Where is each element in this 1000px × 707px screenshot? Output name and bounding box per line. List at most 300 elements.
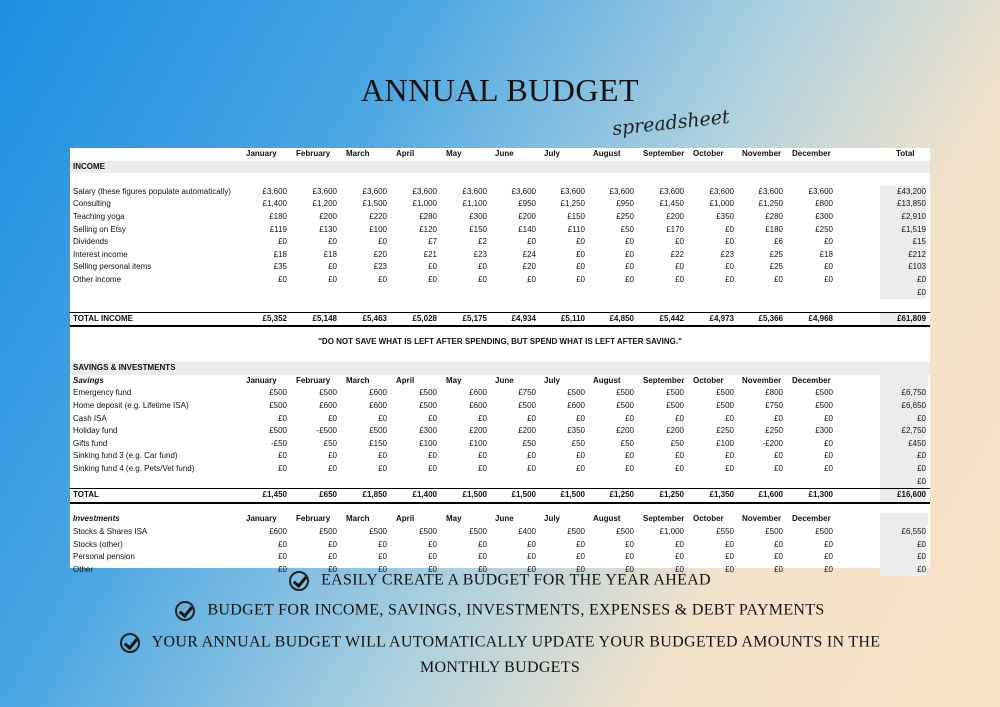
cell-value: £650 [319,490,337,500]
spacer-row [70,299,930,312]
table-row [70,274,930,287]
spacer-row [70,324,930,337]
cell-value: £950 [616,199,634,209]
spacer-row [70,173,930,186]
cell-value: £1,500 [560,490,585,500]
cell-value: £0 [478,552,487,562]
row-total: £212 [880,249,926,262]
section-heading: INCOME [73,161,105,171]
cell-value: £180 [765,224,783,234]
month-header: September [643,375,685,385]
cell-value: £0 [774,275,783,284]
month-header: February [296,149,331,158]
cell-value: £1,600 [758,490,783,500]
month-header: August [593,514,621,524]
row-total: £1,519 [880,224,926,237]
cell-value: £0 [824,464,833,473]
cell-value: £1,450 [262,490,287,500]
cell-value: £0 [675,262,684,272]
table-row [70,551,930,564]
cell-value: £0 [478,275,487,284]
cell-value: £200 [666,212,684,221]
cell-value: £5,175 [462,313,487,323]
budget-spreadsheet [70,148,930,574]
row-total: £0 [880,413,926,426]
cell-value: £0 [527,275,536,284]
cell-value: £150 [369,438,387,448]
row-total: £0 [880,287,926,300]
cell-value: £0 [576,413,585,423]
cell-value: £0 [378,464,387,473]
cell-value: £500 [419,388,437,398]
cell-value: £600 [469,401,487,410]
row-total: £6,550 [880,526,926,539]
cell-value: £600 [567,401,585,410]
quote-text: "DO NOT SAVE WHAT IS LEFT AFTER SPENDING, BUT SPEND WHAT IS LEFT AFTER SAVING." [318,337,682,346]
cell-value: £0 [378,539,387,549]
spacer-row [70,350,930,363]
cell-value: £3,600 [609,186,634,196]
cell-value: £0 [428,552,437,562]
cell-value: £600 [469,388,487,398]
cell-value: £1,000 [709,199,734,209]
row-label: Personal pension [73,552,135,562]
row-total: £103 [880,261,926,274]
cell-value: £200 [518,212,536,221]
cell-value [589,476,634,489]
feature-text: MONTHLY BUDGETS [419,659,581,676]
row-label: Sinking fund 4 (e.g. Pets/Vet fund) [73,464,195,473]
cell-value: £0 [478,464,487,473]
cell-value: £500 [815,527,833,536]
cell-value: £0 [278,237,287,247]
cell-value: £35 [273,262,287,272]
cell-value: £0 [725,552,734,562]
month-header: October [693,375,724,385]
month-header: February [296,375,331,385]
cell-value: £0 [278,451,287,461]
cell-value: £1,000 [412,199,437,209]
cell-value: £500 [616,401,634,410]
cell-value: £0 [725,275,734,284]
cell-value: £0 [576,552,585,562]
cell-value: £500 [419,401,437,410]
cell-value: £0 [328,237,337,247]
cell-value: £3,600 [312,186,337,196]
row-label: Gifts fund [73,438,108,448]
cell-value: £0 [428,539,437,549]
cell-value [589,287,634,300]
cell-value: £0 [328,564,337,574]
cell-value: £0 [675,539,684,549]
feature-item [0,601,1000,621]
cell-value [738,476,783,489]
cell-value: £100 [419,438,437,448]
row-total: £0 [880,539,926,552]
cell-value: £0 [478,539,487,549]
cell-value: £0 [824,275,833,284]
month-header: December [792,514,831,524]
cell-value: £0 [378,275,387,284]
cell-value [788,287,833,300]
cell-value: £1,100 [462,199,487,209]
month-header: March [346,149,370,158]
cell-value: £500 [567,388,585,398]
cell-value: £0 [774,413,783,423]
cell-value: £600 [369,401,387,410]
row-label: Home deposit (e.g. Lifetime ISA) [73,401,189,410]
month-header: April [396,514,415,524]
cell-value: £0 [824,413,833,423]
cell-value: £280 [765,212,783,221]
cell-value: £21 [423,249,437,259]
cell-value: £0 [625,275,634,284]
cell-value: £1,000 [659,527,684,536]
row-label: Sinking fund 3 (e.g. Car fund) [73,451,178,461]
cell-value: £0 [576,237,585,247]
cell-value: £110 [567,224,585,234]
row-label: Emergency fund [73,388,132,398]
cell-value: £300 [815,426,833,436]
month-header: February [296,514,331,524]
cell-value: £50 [620,438,634,448]
cell-value: £5,110 [560,313,585,323]
cell-value: £2 [478,237,487,247]
cell-value: £18 [323,249,337,259]
month-header-row [70,375,930,388]
cell-value: £0 [774,464,783,473]
cell-value: £23 [720,249,734,259]
cell-value: £0 [478,564,487,574]
cell-value: £25 [769,249,783,259]
row-total: £43,200 [880,186,926,199]
cell-value: £3,600 [262,186,287,196]
month-header: October [693,149,724,158]
cell-value: £0 [675,451,684,461]
month-header: July [544,375,561,385]
cell-value: £1,350 [709,490,734,500]
row-label: Other income [73,275,122,284]
cell-value: £0 [328,552,337,562]
cell-value: £0 [278,275,287,284]
cell-value: £950 [518,199,536,209]
table-row [70,539,930,552]
cell-value: £50 [670,438,684,448]
month-header: March [346,514,370,524]
spacer-row [70,501,930,514]
cell-value: £500 [616,527,634,536]
cell-value: £250 [765,426,783,436]
cell-value: £0 [478,262,487,272]
cell-value: £0 [675,413,684,423]
cell-value: £0 [428,464,437,473]
feature-item [0,633,1000,653]
row-total: £2,910 [880,211,926,224]
table-row [70,211,930,224]
cell-value: £4,973 [709,313,734,323]
cell-value [342,287,387,300]
cell-value: £1,400 [412,490,437,500]
cell-value: £23 [473,249,487,259]
table-row [70,249,930,262]
cell-value: £5,366 [758,313,783,323]
cell-value: £0 [625,564,634,574]
cell-value [242,287,287,300]
section-subheading: Savings [73,375,104,385]
cell-value: £0 [725,413,734,423]
cell-value: £300 [469,212,487,221]
cell-value: £350 [716,212,734,221]
cell-value: £0 [378,413,387,423]
cell-value: £500 [815,388,833,398]
cell-value: £0 [278,464,287,473]
row-total: £6,750 [880,387,926,400]
row-label: Salary (these figures populate automatically) [73,186,231,196]
cell-value: £750 [765,401,783,410]
month-header: June [495,149,514,158]
row-label: Cash ISA [73,413,107,423]
cell-value [392,476,437,489]
month-header-row [70,148,930,161]
table-row [70,186,930,199]
cell-value: £0 [378,237,387,247]
cell-value: £0 [576,275,585,284]
cell-value: £0 [527,451,536,461]
cell-value: £0 [527,539,536,549]
month-header: November [742,514,782,524]
cell-value: £0 [725,262,734,272]
cell-value: £1,500 [511,490,536,500]
row-label: Selling personal items [73,262,152,272]
month-header-row [70,513,930,526]
cell-value: £0 [774,564,783,574]
cell-value: £150 [469,224,487,234]
cell-value: £0 [576,464,585,473]
cell-value: £0 [824,564,833,574]
cell-value: £0 [824,438,833,448]
cell-value: £1,200 [312,199,337,209]
check-icon [175,601,195,621]
cell-value: £3,600 [462,186,487,196]
cell-value: £3,600 [412,186,437,196]
cell-value: £0 [328,451,337,461]
cell-value: £500 [369,426,387,436]
row-label: TOTAL [73,490,99,500]
section-heading-row [70,362,930,375]
month-header: May [446,514,462,524]
cell-value: £100 [369,224,387,234]
cell-value: £600 [369,388,387,398]
cell-value: £0 [824,552,833,562]
cell-value: £200 [518,426,536,436]
cell-value: £500 [319,388,337,398]
page-title: ANNUAL BUDGET [360,72,640,108]
table-row [70,198,930,211]
cell-value: £0 [428,413,437,423]
cell-value: £500 [269,388,287,398]
row-label: Dividends [73,237,109,247]
month-header: December [792,375,831,385]
cell-value: £0 [625,249,634,259]
table-row [70,236,930,249]
cell-value: £0 [576,249,585,259]
cell-value: £1,500 [462,490,487,500]
row-label: Stocks & Shares ISA [73,527,148,536]
month-header: August [593,375,621,385]
feature-item [0,571,1000,591]
cell-value: £0 [625,451,634,461]
cell-value: £500 [716,401,734,410]
cell-value [738,287,783,300]
cell-value [392,287,437,300]
month-header: September [643,149,685,158]
row-total: £0 [880,551,926,564]
row-total: £6,650 [880,400,926,413]
cell-value: £500 [666,388,684,398]
cell-value: £5,352 [262,313,287,323]
cell-value: £500 [666,401,684,410]
cell-value: £1,250 [560,199,585,209]
cell-value: £0 [725,451,734,461]
cell-value [540,476,585,489]
cell-value: £0 [725,224,734,234]
cell-value [442,287,487,300]
cell-value: £3,600 [560,186,585,196]
cell-value: £0 [428,564,437,574]
cell-value: £22 [670,249,684,259]
cell-value: £0 [675,564,684,574]
cell-value: £500 [469,527,487,536]
cell-value: £0 [824,237,833,247]
month-header: July [544,514,561,524]
cell-value: £0 [774,539,783,549]
cell-value [242,476,287,489]
cell-value: £500 [815,401,833,410]
cell-value: £600 [319,401,337,410]
cell-value: £130 [319,224,337,234]
cell-value: £250 [716,426,734,436]
cell-value: -£200 [762,438,783,448]
month-header: April [396,149,415,158]
cell-value: £119 [269,224,287,234]
row-label: Interest income [73,249,128,259]
month-header: May [446,149,462,158]
row-total: £0 [880,274,926,287]
month-header: July [544,149,561,158]
cell-value: £0 [824,539,833,549]
cell-value: £0 [328,464,337,473]
cell-value: £0 [725,564,734,574]
cell-value: £180 [269,212,287,221]
feature-text: YOUR ANNUAL BUDGET WILL AUTOMATICALLY UPDATE YOUR BUDGETED AMOUNTS IN THE [151,633,881,651]
total-cell [880,375,928,388]
cell-value: £150 [567,212,585,221]
cell-value: £0 [824,451,833,461]
cell-value: £0 [824,262,833,272]
cell-value: £1,450 [659,199,684,209]
section-heading-row [70,161,930,174]
cell-value: £0 [328,275,337,284]
row-total: £0 [880,564,926,577]
cell-value: £500 [369,527,387,536]
cell-value: £0 [378,552,387,562]
month-header: December [792,149,831,158]
cell-value: £0 [328,413,337,423]
table-row [70,463,930,476]
month-header: January [246,514,277,524]
cell-value: £18 [819,249,833,259]
row-label: Selling on Etsy [73,224,126,234]
row-label: Other [73,564,94,574]
cell-value: £0 [675,464,684,473]
cell-value: £5,028 [412,313,437,323]
cell-value: £4,934 [511,313,536,323]
cell-value: £500 [269,401,287,410]
month-header: November [742,375,782,385]
row-total: £0 [880,476,926,489]
table-row [70,425,930,438]
table-row [70,526,930,539]
cell-value: £300 [419,426,437,436]
cell-value: £0 [527,464,536,473]
cell-value: £1,850 [362,490,387,500]
cell-value [442,476,487,489]
cell-value: £3,600 [511,186,536,196]
cell-value: £0 [675,275,684,284]
cell-value: £0 [576,451,585,461]
month-header: November [742,149,782,158]
cell-value: £4,968 [808,313,833,323]
cell-value: £23 [373,262,387,272]
cell-value [491,287,536,300]
cell-value: £120 [419,224,437,234]
cell-value: £800 [765,388,783,398]
row-label: TOTAL INCOME [73,313,133,323]
cell-value: £20 [373,249,387,259]
row-total: £61,809 [880,313,926,326]
cell-value: £0 [774,552,783,562]
cell-value: £600 [269,527,287,536]
cell-value: £0 [725,237,734,247]
row-label [73,476,241,489]
cell-value: £0 [478,451,487,461]
cell-value: £0 [278,564,287,574]
table-row [70,224,930,237]
cell-value: £0 [774,451,783,461]
section-subheading: Investments [73,514,120,524]
cell-value: £0 [576,262,585,272]
month-header: March [346,375,370,385]
feature-text: BUDGET FOR INCOME, SAVINGS, INVESTMENTS, EXPENSES & DEBT PAYMENTS [207,601,825,619]
cell-value: £200 [616,426,634,436]
cell-value: £5,442 [659,313,684,323]
cell-value: £200 [319,212,337,221]
cell-value: £750 [518,388,536,398]
month-header: October [693,514,724,524]
cell-value: £0 [625,237,634,247]
table-row [70,287,930,300]
cell-value: £0 [527,564,536,574]
cell-value: £500 [269,426,287,436]
cell-value: £100 [469,438,487,448]
cell-value [639,476,684,489]
cell-value: £7 [428,237,437,247]
cell-value: £0 [625,413,634,423]
cell-value: £350 [567,426,585,436]
cell-value: £0 [428,275,437,284]
cell-value: £0 [478,413,487,423]
cell-value: -£50 [270,438,287,448]
